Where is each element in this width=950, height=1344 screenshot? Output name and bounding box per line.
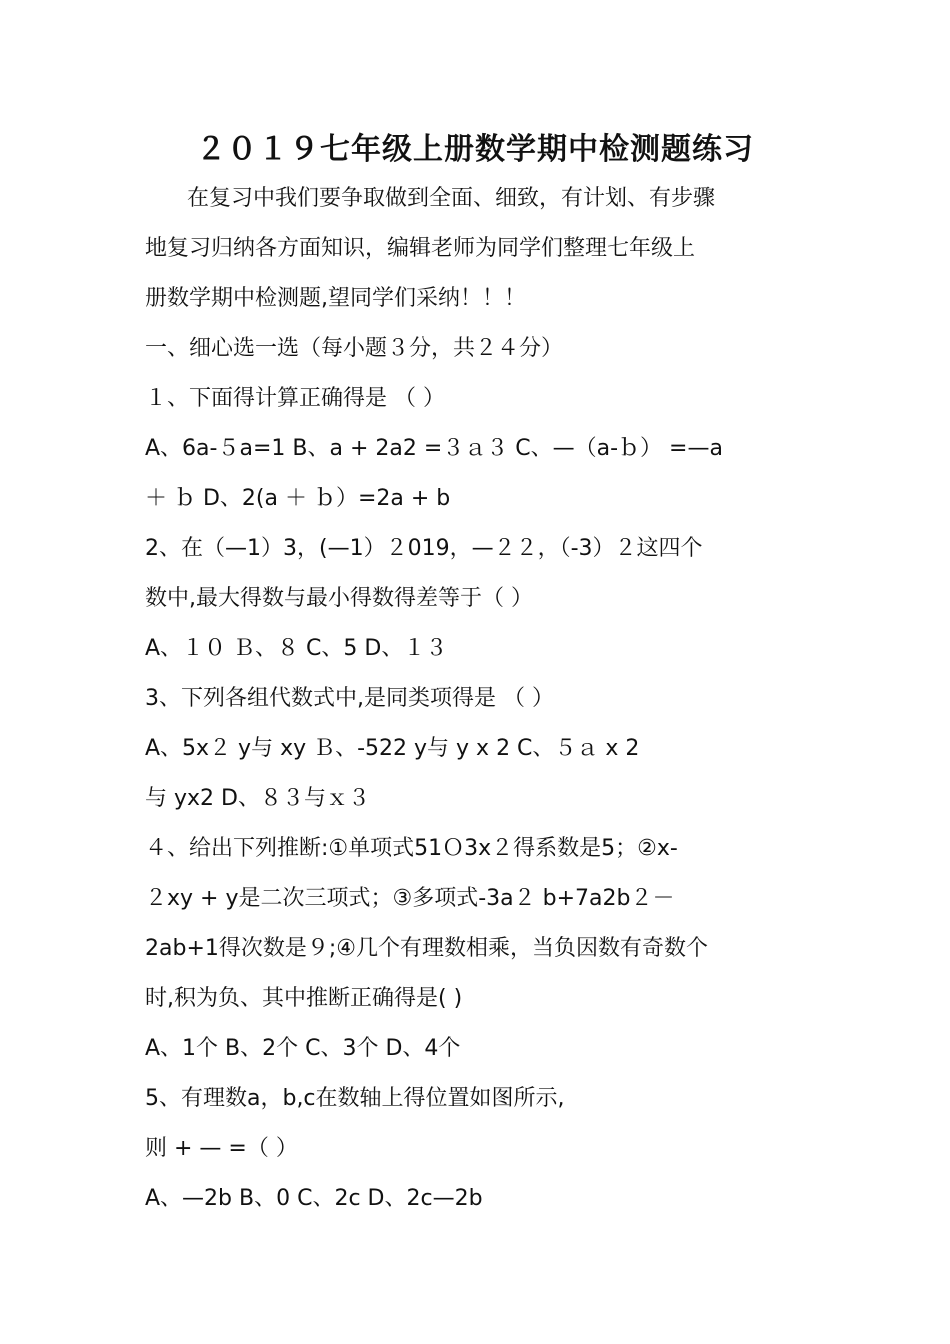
question-1-options-line-2: ＋ ｂ D、2(a ＋ ｂ）=2a + b <box>145 486 451 511</box>
question-5-line-1: 5、有理数a，b,c在数轴上得位置如图所示, <box>145 1086 565 1111</box>
question-3-options-line-1: A、5x２ y与 xy Ｂ、-522 y与 y x 2 C、５ａ x 2 <box>145 736 640 761</box>
document-body <box>145 174 805 1224</box>
question-2-options: A、１０ Ｂ、８ C、5 D、１３ <box>145 636 448 661</box>
page-title: ２０１９七年级上册数学期中检测题练习 <box>196 132 754 167</box>
intro-line-3: 册数学期中检测题,望同学们采纳！！！ <box>145 286 526 311</box>
question-4-line-2: ２xy + y是二次三项式；③多项式-3a２ b+7a2b２－ <box>145 886 675 911</box>
intro-line-1: 在复习中我们要争取做到全面、细致，有计划、有步骤 <box>187 186 716 211</box>
question-4-line-3: 2ab+1得次数是９;④几个有理数相乘，当负因数有奇数个 <box>145 936 709 961</box>
question-1-options-line-1: A、6a-５a=1 B、a + 2a2 =３ａ３ C、—（a-ｂ） =—a <box>145 436 723 461</box>
question-5-line-2: 则 + — =（ ） <box>145 1136 298 1161</box>
section-heading: 一、细心选一选（每小题３分，共２４分） <box>145 336 564 361</box>
question-2-line-2: 数中,最大得数与最小得数得差等于（ ） <box>145 586 533 611</box>
question-4-line-4: 时,积为负、其中推断正确得是( ) <box>145 986 463 1011</box>
question-2-line-1: 2、在（—1）3，(—1）２019，—２２，（-3）２这四个 <box>145 536 703 561</box>
question-4-line-1: ４、给出下列推断:①单项式51Ｏ3x２得系数是5；②x- <box>145 836 678 861</box>
question-4-options: A、1个 B、2个 C、3个 D、4个 <box>145 1036 461 1061</box>
question-3: 3、下列各组代数式中,是同类项得是 （ ） <box>145 686 554 711</box>
question-1: １、下面得计算正确得是 （ ） <box>145 386 445 411</box>
intro-line-2: 地复习归纳各方面知识，编辑老师为同学们整理七年级上 <box>145 236 696 261</box>
question-5-options: A、—2b B、0 C、2c D、2c—2b <box>145 1186 483 1211</box>
question-3-options-line-2: 与 yx2 D、８３与ｘ３ <box>145 786 370 811</box>
